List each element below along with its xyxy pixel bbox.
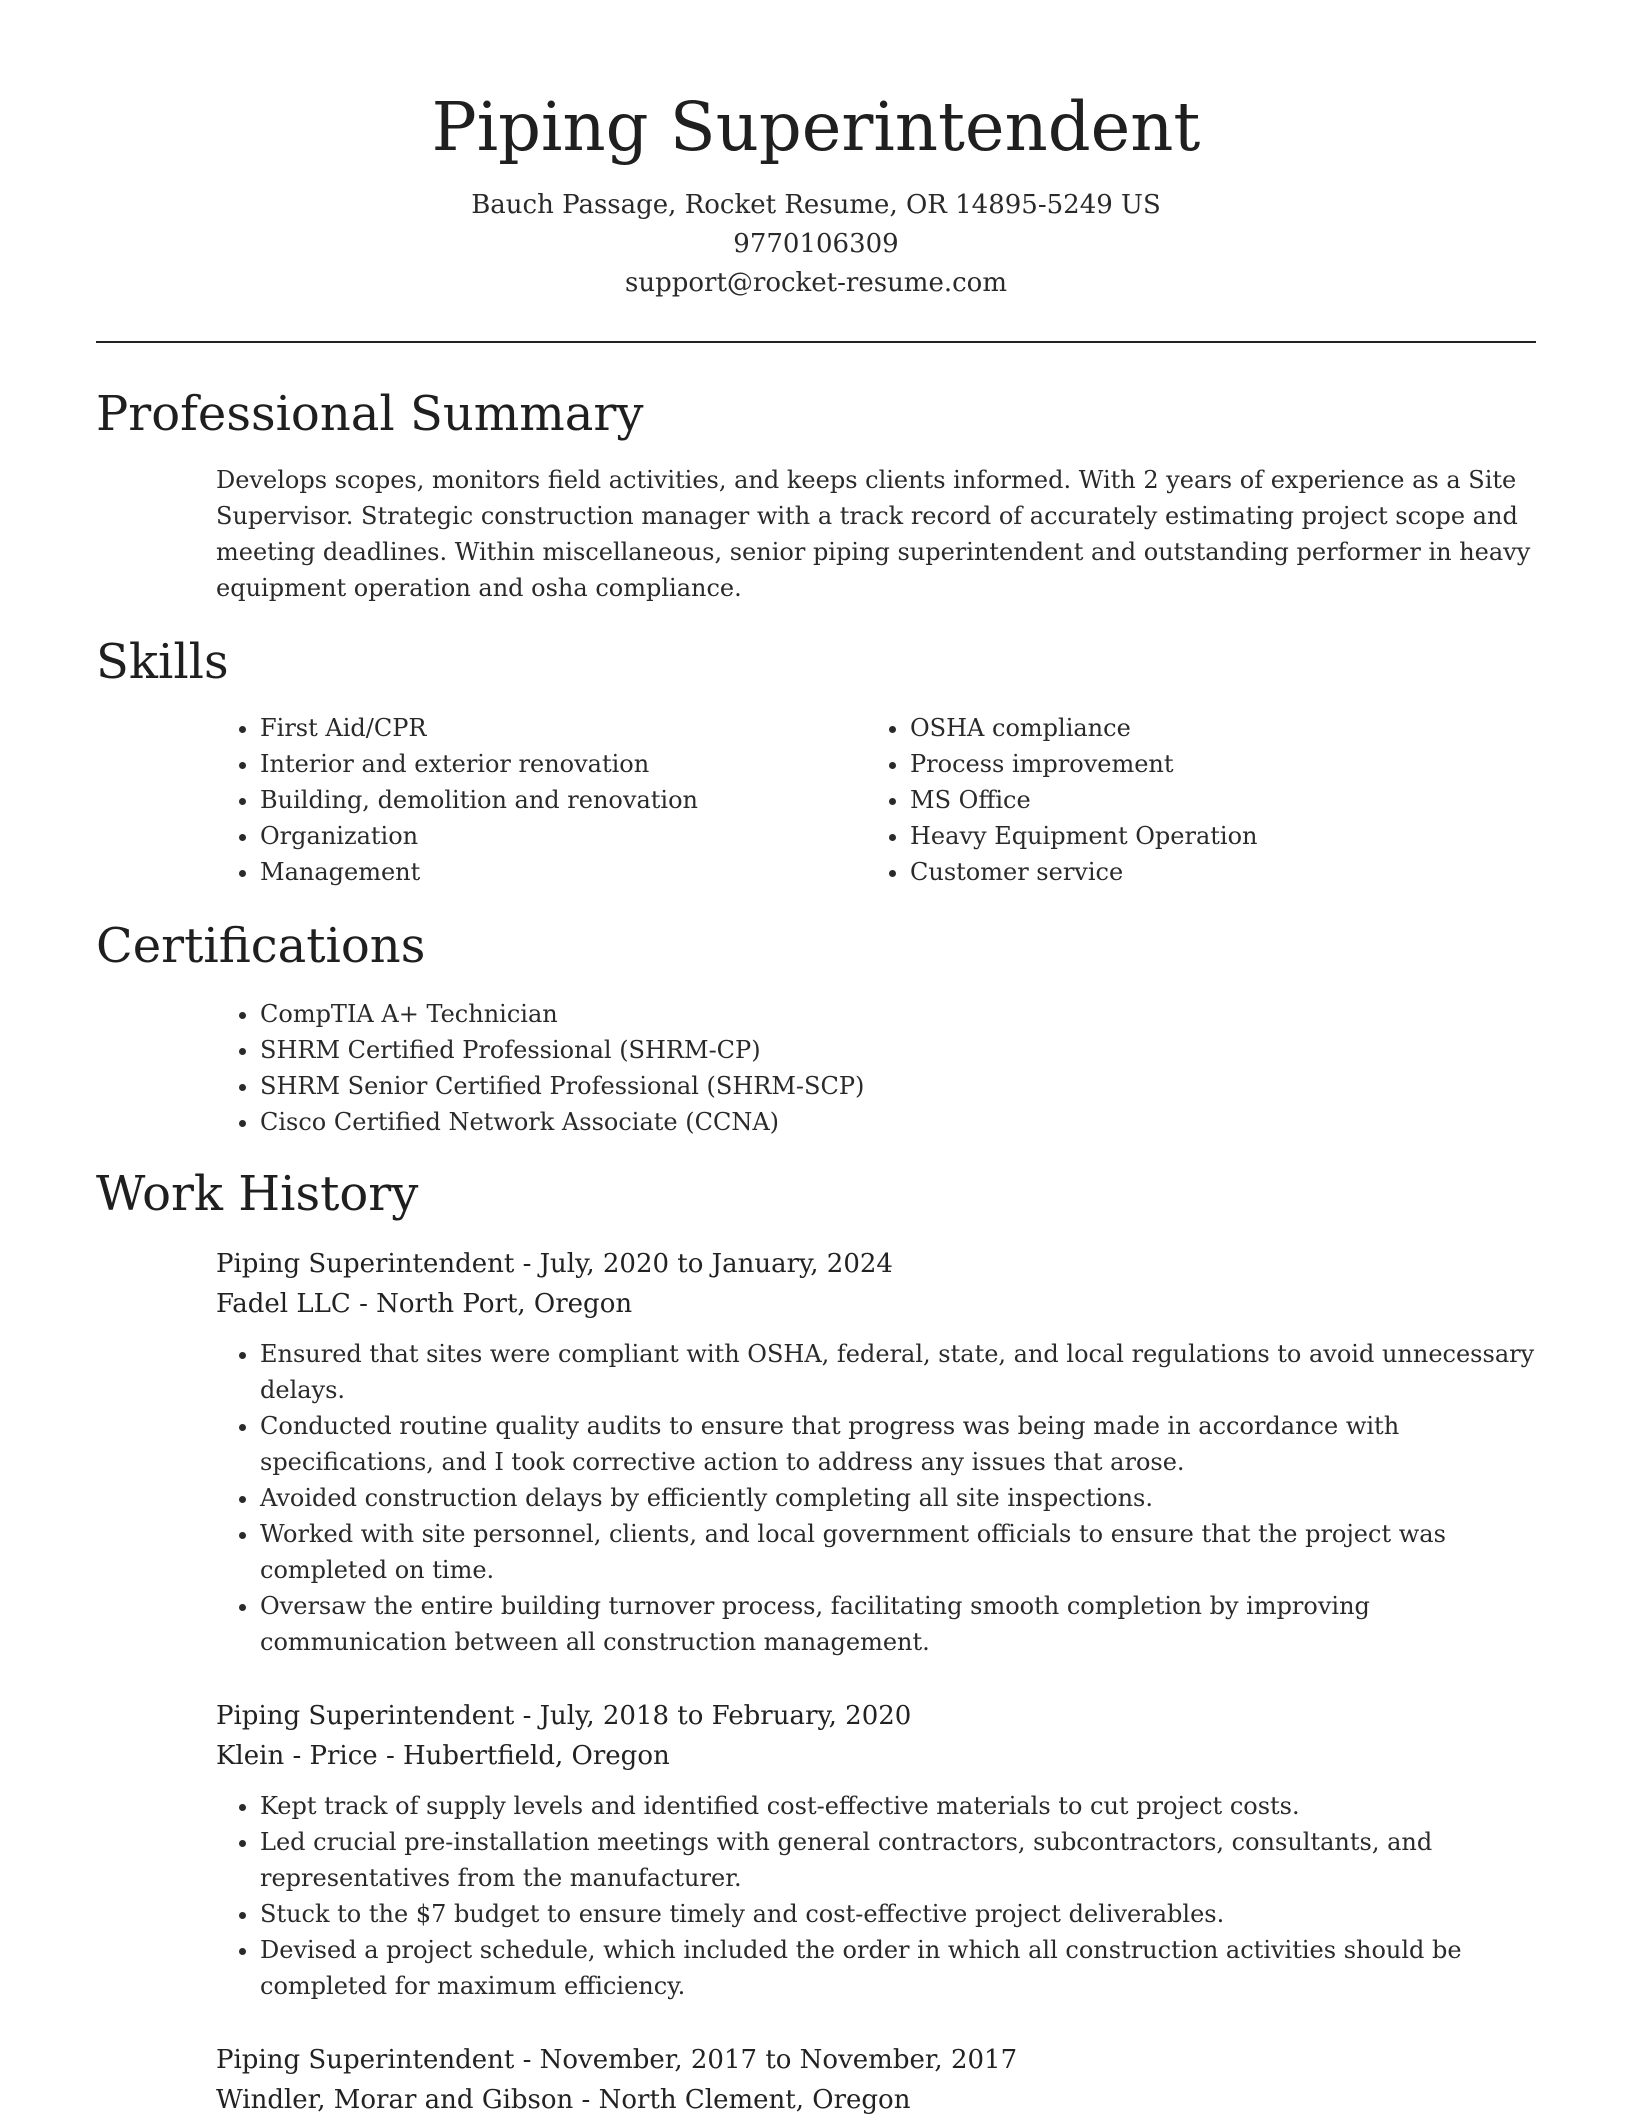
certification-item: • CompTIA A+ Technician — [260, 996, 1536, 1032]
contact-address: Bauch Passage, Rocket Resume, OR 14895-5249 US — [471, 190, 1161, 220]
job-bullet: • Led crucial pre-installation meetings with general contractors, subcontractors, consultants, and representatives from the manufacturer. — [260, 1824, 1536, 1896]
job-company: Klein - Price - Hubertfield, Oregon — [216, 1741, 670, 1771]
certification-item: • SHRM Certified Professional (SHRM-CP) — [260, 1032, 1536, 1068]
job-entry — [216, 1244, 1536, 1660]
skill-item: • Customer service — [910, 854, 1516, 890]
skills-columns — [216, 710, 1536, 890]
job-entry — [216, 1696, 1536, 2004]
summary-text-block — [216, 462, 1536, 606]
job-bullets — [216, 1788, 1536, 2004]
job-bullet: • Avoided construction delays by efficiently completing all site inspections. — [260, 1480, 1536, 1516]
job-title: Piping Superintendent - July, 2018 to February, 2020 — [216, 1701, 912, 1731]
skill-item: • Organization — [260, 818, 866, 854]
job-bullets — [216, 1336, 1536, 1660]
skill-item: • OSHA compliance — [910, 710, 1516, 746]
job-company: Windler, Morar and Gibson - North Clement, Oregon — [216, 2085, 911, 2115]
certification-item: • SHRM Senior Certified Professional (SHRM-SCP) — [260, 1068, 1536, 1104]
skill-item: • First Aid/CPR — [260, 710, 866, 746]
skills-list-left — [216, 710, 866, 890]
job-bullet: • Kept track of supply levels and identified cost-effective materials to cut project costs. — [260, 1788, 1536, 1824]
skill-item: • Building, demolition and renovation — [260, 782, 866, 818]
contact-email: support@rocket-resume.com — [624, 268, 1007, 298]
skill-item: • Interior and exterior renovation — [260, 746, 866, 782]
skill-item: • Process improvement — [910, 746, 1516, 782]
section-title-work-history: Work History — [96, 1166, 419, 1222]
job-bullet: • Ensured that sites were compliant with OSHA, federal, state, and local regulations to avoid unnecessary delays. — [260, 1336, 1536, 1408]
skill-item: • Heavy Equipment Operation — [910, 818, 1516, 854]
skills-list-right — [866, 710, 1516, 890]
summary-text: Develops scopes, monitors field activities, and keeps clients informed. With 2 years of experience as a Site Supervisor. Strategic construction manager with a track record of accurately estimating project scope and meeting deadlines. Within miscellaneous, senior piping superintendent and outstanding performer in heavy equipment operation and osha compliance. — [216, 466, 1531, 602]
job-title: Piping Superintendent - November, 2017 to November, 2017 — [216, 2045, 1018, 2075]
contact-phone: 9770106309 — [733, 229, 899, 259]
certifications-block — [216, 996, 1536, 1140]
contact-block — [96, 186, 1536, 303]
job-bullet: • Devised a project schedule, which included the order in which all construction activities should be completed for maximum efficiency. — [260, 1932, 1536, 2004]
job-bullet: • Worked with site personnel, clients, and local government officials to ensure that the project was completed on time. — [260, 1516, 1536, 1588]
job-bullet: • Conducted routine quality audits to ensure that progress was being made in accordance with specifications, and I took corrective action to address any issues that arose. — [260, 1408, 1536, 1480]
resume-header — [96, 82, 1536, 303]
skills-column-left — [216, 710, 866, 890]
skills-column-right — [866, 710, 1516, 890]
job-bullet: • Oversaw the entire building turnover process, facilitating smooth completion by improving communication between all construction management. — [260, 1588, 1536, 1660]
skill-item: • Management — [260, 854, 866, 890]
section-title-summary: Professional Summary — [96, 386, 644, 442]
certifications-list — [216, 996, 1536, 1140]
job-bullet: • Stuck to the $7 budget to ensure timely and cost-effective project deliverables. — [260, 1896, 1536, 1932]
skill-item: • MS Office — [910, 782, 1516, 818]
certification-item: • Cisco Certified Network Associate (CCNA) — [260, 1104, 1536, 1140]
job-company: Fadel LLC - North Port, Oregon — [216, 1289, 633, 1319]
candidate-name: Piping Superintendent — [431, 88, 1201, 166]
job-entry — [216, 2040, 1536, 2120]
header-divider — [96, 341, 1536, 343]
section-title-certifications: Certifications — [96, 918, 426, 974]
section-title-skills: Skills — [96, 634, 229, 690]
job-title: Piping Superintendent - July, 2020 to January, 2024 — [216, 1249, 893, 1279]
